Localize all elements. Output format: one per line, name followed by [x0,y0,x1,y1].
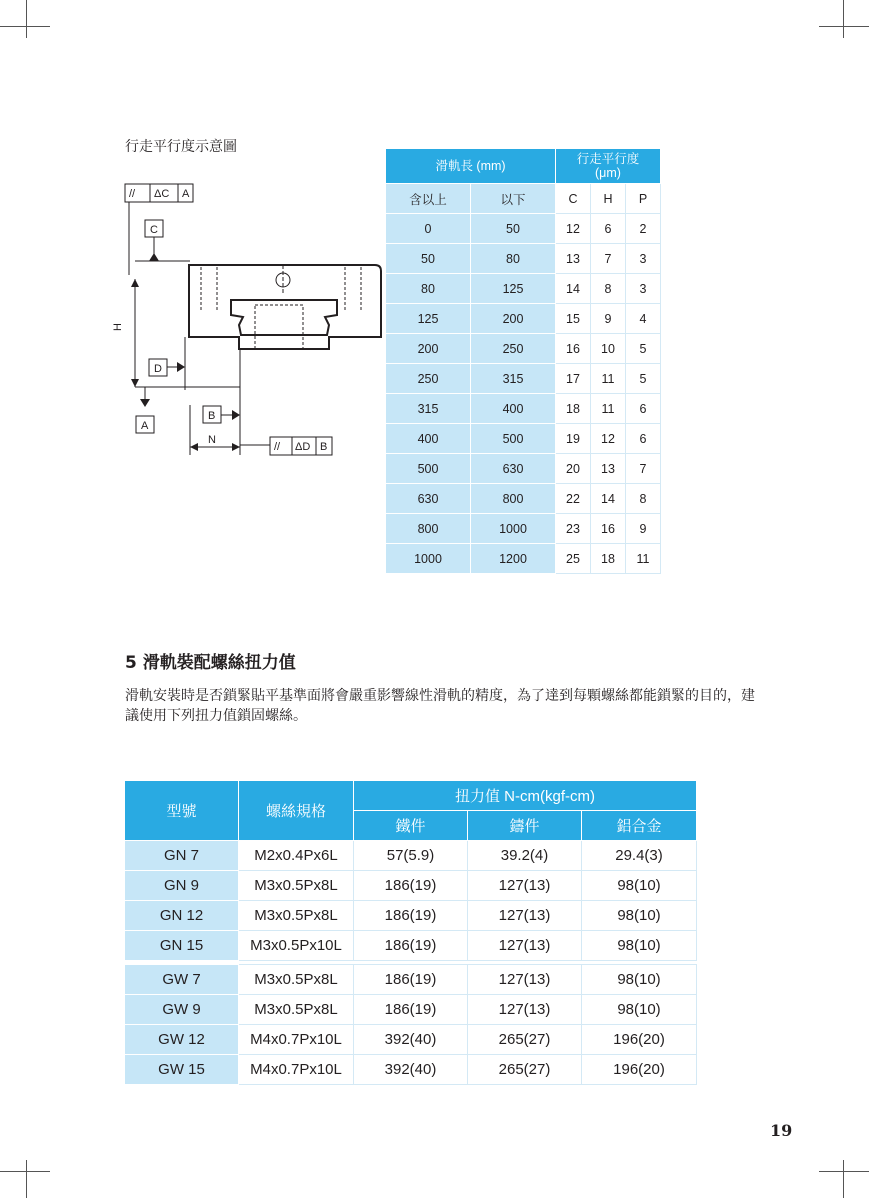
table-cell: 127(13) [468,995,582,1025]
table-cell: 29.4(3) [582,841,697,871]
datum-b-label: B [208,410,216,422]
parallelism-diagram [105,175,385,475]
table-cell: M4x0.7Px10L [239,1025,354,1055]
table-cell: M4x0.7Px10L [239,1055,354,1085]
table-cell: 1000 [471,514,556,544]
dimension-h-label: H [112,323,124,331]
table-cell: 5 [626,334,661,364]
crop-mark [26,0,27,38]
header-rail-length: 滑軌長 (mm) [386,149,556,184]
table-cell: 315 [386,394,471,424]
table-cell: 630 [471,454,556,484]
datum-a-label: A [141,420,149,432]
table-cell: 12 [556,214,591,244]
crop-mark [843,1160,844,1198]
table-row [125,965,697,995]
torque-table [124,780,697,1085]
page-number: 19 [770,1121,793,1140]
crop-mark [819,1171,869,1172]
crop-mark [0,1171,50,1172]
table-cell: 127(13) [468,901,582,931]
table-cell: 13 [556,244,591,274]
svg-text:A: A [182,188,190,200]
table-row [386,544,661,574]
table-cell: 18 [591,544,626,574]
svg-text:ΔC: ΔC [154,188,170,200]
table-cell: 500 [471,424,556,454]
table-cell: 22 [556,484,591,514]
table-cell: 98(10) [582,901,697,931]
table-cell: 50 [471,214,556,244]
header-material: 鐵件 [354,811,468,841]
table-cell: 800 [386,514,471,544]
table-cell: 10 [591,334,626,364]
table-cell: 8 [591,274,626,304]
figure-title: 行走平行度示意圖 [125,139,237,155]
sub-header: 以下 [471,184,556,214]
table-cell: 98(10) [582,995,697,1025]
table-cell: 39.2(4) [468,841,582,871]
table-cell: GW 7 [125,965,239,995]
table-cell: 17 [556,364,591,394]
table-cell: 186(19) [354,995,468,1025]
header-screw-spec: 螺絲規格 [239,781,354,841]
table-cell: 15 [556,304,591,334]
section-title: 5 滑軌裝配螺絲扭力值 [125,653,296,673]
table-cell: 250 [471,334,556,364]
table-cell: 19 [556,424,591,454]
table-row [125,841,697,871]
table-cell: M3x0.5Px10L [239,931,354,961]
header-material: 鑄件 [468,811,582,841]
table-row [386,274,661,304]
table-cell: 127(13) [468,871,582,901]
table-cell: 196(20) [582,1025,697,1055]
table-cell: 18 [556,394,591,424]
table-cell: 6 [626,394,661,424]
table-cell: 186(19) [354,901,468,931]
svg-text:ΔD: ΔD [295,441,311,453]
sub-header: P [626,184,661,214]
table-cell: M3x0.5Px8L [239,901,354,931]
table-cell: 800 [471,484,556,514]
table-cell: 9 [591,304,626,334]
table-cell: 2 [626,214,661,244]
table-cell: 1200 [471,544,556,574]
table-cell: 127(13) [468,931,582,961]
crop-mark [843,0,844,38]
crop-mark [26,1160,27,1198]
table-cell: 6 [591,214,626,244]
table-cell: 500 [386,454,471,484]
table-cell: 5 [626,364,661,394]
tolerance-frame-top [125,184,193,202]
table-cell: M3x0.5Px8L [239,965,354,995]
table-cell: 196(20) [582,1055,697,1085]
table-cell: 98(10) [582,871,697,901]
table-row [125,1055,697,1085]
sub-header: H [591,184,626,214]
section-paragraph: 滑軌安裝時是否鎖緊貼平基準面將會嚴重影響線性滑軌的精度，為了達到每顆螺絲都能鎖緊的目的，建議使用下列扭力值鎖固螺絲。 [125,688,755,724]
table-cell: GW 15 [125,1055,239,1085]
crop-mark [0,26,50,27]
table-cell: 80 [386,274,471,304]
table-cell: 186(19) [354,931,468,961]
table-cell: M3x0.5Px8L [239,995,354,1025]
table-cell: 23 [556,514,591,544]
table-cell: 400 [471,394,556,424]
table-cell: 400 [386,424,471,454]
table-cell: 125 [386,304,471,334]
table-row [125,995,697,1025]
table-row [386,394,661,424]
table-cell: 6 [626,424,661,454]
table-cell: 186(19) [354,871,468,901]
table-row [386,364,661,394]
header-model: 型號 [125,781,239,841]
table-cell: GW 12 [125,1025,239,1055]
slide-block [189,265,381,349]
table-cell: GN 12 [125,901,239,931]
table-cell: 8 [626,484,661,514]
table-cell: 3 [626,274,661,304]
table-cell: 98(10) [582,965,697,995]
datum-c-label: C [150,224,158,236]
table-cell: 12 [591,424,626,454]
tolerance-frame-bottom [270,437,332,455]
table-cell: 11 [626,544,661,574]
crop-mark [819,26,869,27]
table-cell: 98(10) [582,931,697,961]
table-cell: 3 [626,244,661,274]
header-parallelism: 行走平行度 (μm) [556,149,661,184]
table-cell: 9 [626,514,661,544]
table-row [386,244,661,274]
table-cell: 392(40) [354,1055,468,1085]
sub-header: C [556,184,591,214]
table-row [386,214,661,244]
table-cell: M2x0.4Px6L [239,841,354,871]
table-cell: 0 [386,214,471,244]
dimension-n-label: N [208,434,216,446]
table-cell: 7 [591,244,626,274]
table-row [386,424,661,454]
table-cell: 250 [386,364,471,394]
svg-text:B: B [320,441,328,453]
table-row [386,304,661,334]
table-cell: 186(19) [354,965,468,995]
table-cell: 50 [386,244,471,274]
table-cell: 14 [591,484,626,514]
table-cell: 630 [386,484,471,514]
table-cell: 4 [626,304,661,334]
table-cell: 200 [386,334,471,364]
table-cell: 14 [556,274,591,304]
table-cell: 7 [626,454,661,484]
parallelism-table [385,148,661,574]
table-cell: GW 9 [125,995,239,1025]
table-cell: 80 [471,244,556,274]
sub-header: 含以上 [386,184,471,214]
table-cell: 265(27) [468,1055,582,1085]
table-cell: 200 [471,304,556,334]
table-cell: 20 [556,454,591,484]
table-cell: 11 [591,364,626,394]
table-row [125,901,697,931]
table-cell: 16 [591,514,626,544]
table-row [386,514,661,544]
svg-text://: // [129,188,136,200]
table-cell: 57(5.9) [354,841,468,871]
table-cell: 25 [556,544,591,574]
table-cell: 125 [471,274,556,304]
table-row [386,334,661,364]
svg-text://: // [274,441,281,453]
table-cell: GN 7 [125,841,239,871]
table-row [125,871,697,901]
header-material: 鋁合金 [582,811,697,841]
table-cell: 13 [591,454,626,484]
table-cell: GN 9 [125,871,239,901]
table-cell: 315 [471,364,556,394]
table-cell: 1000 [386,544,471,574]
table-cell: 392(40) [354,1025,468,1055]
table-row [386,484,661,514]
table-row [125,931,697,961]
table-cell: GN 15 [125,931,239,961]
datum-d-label: D [154,363,162,375]
table-cell: 16 [556,334,591,364]
table-cell: M3x0.5Px8L [239,871,354,901]
table-row [125,1025,697,1055]
header-torque: 扭力值 N-cm(kgf-cm) [354,781,697,811]
table-cell: 265(27) [468,1025,582,1055]
table-cell: 11 [591,394,626,424]
table-row [386,454,661,484]
table-cell: 127(13) [468,965,582,995]
